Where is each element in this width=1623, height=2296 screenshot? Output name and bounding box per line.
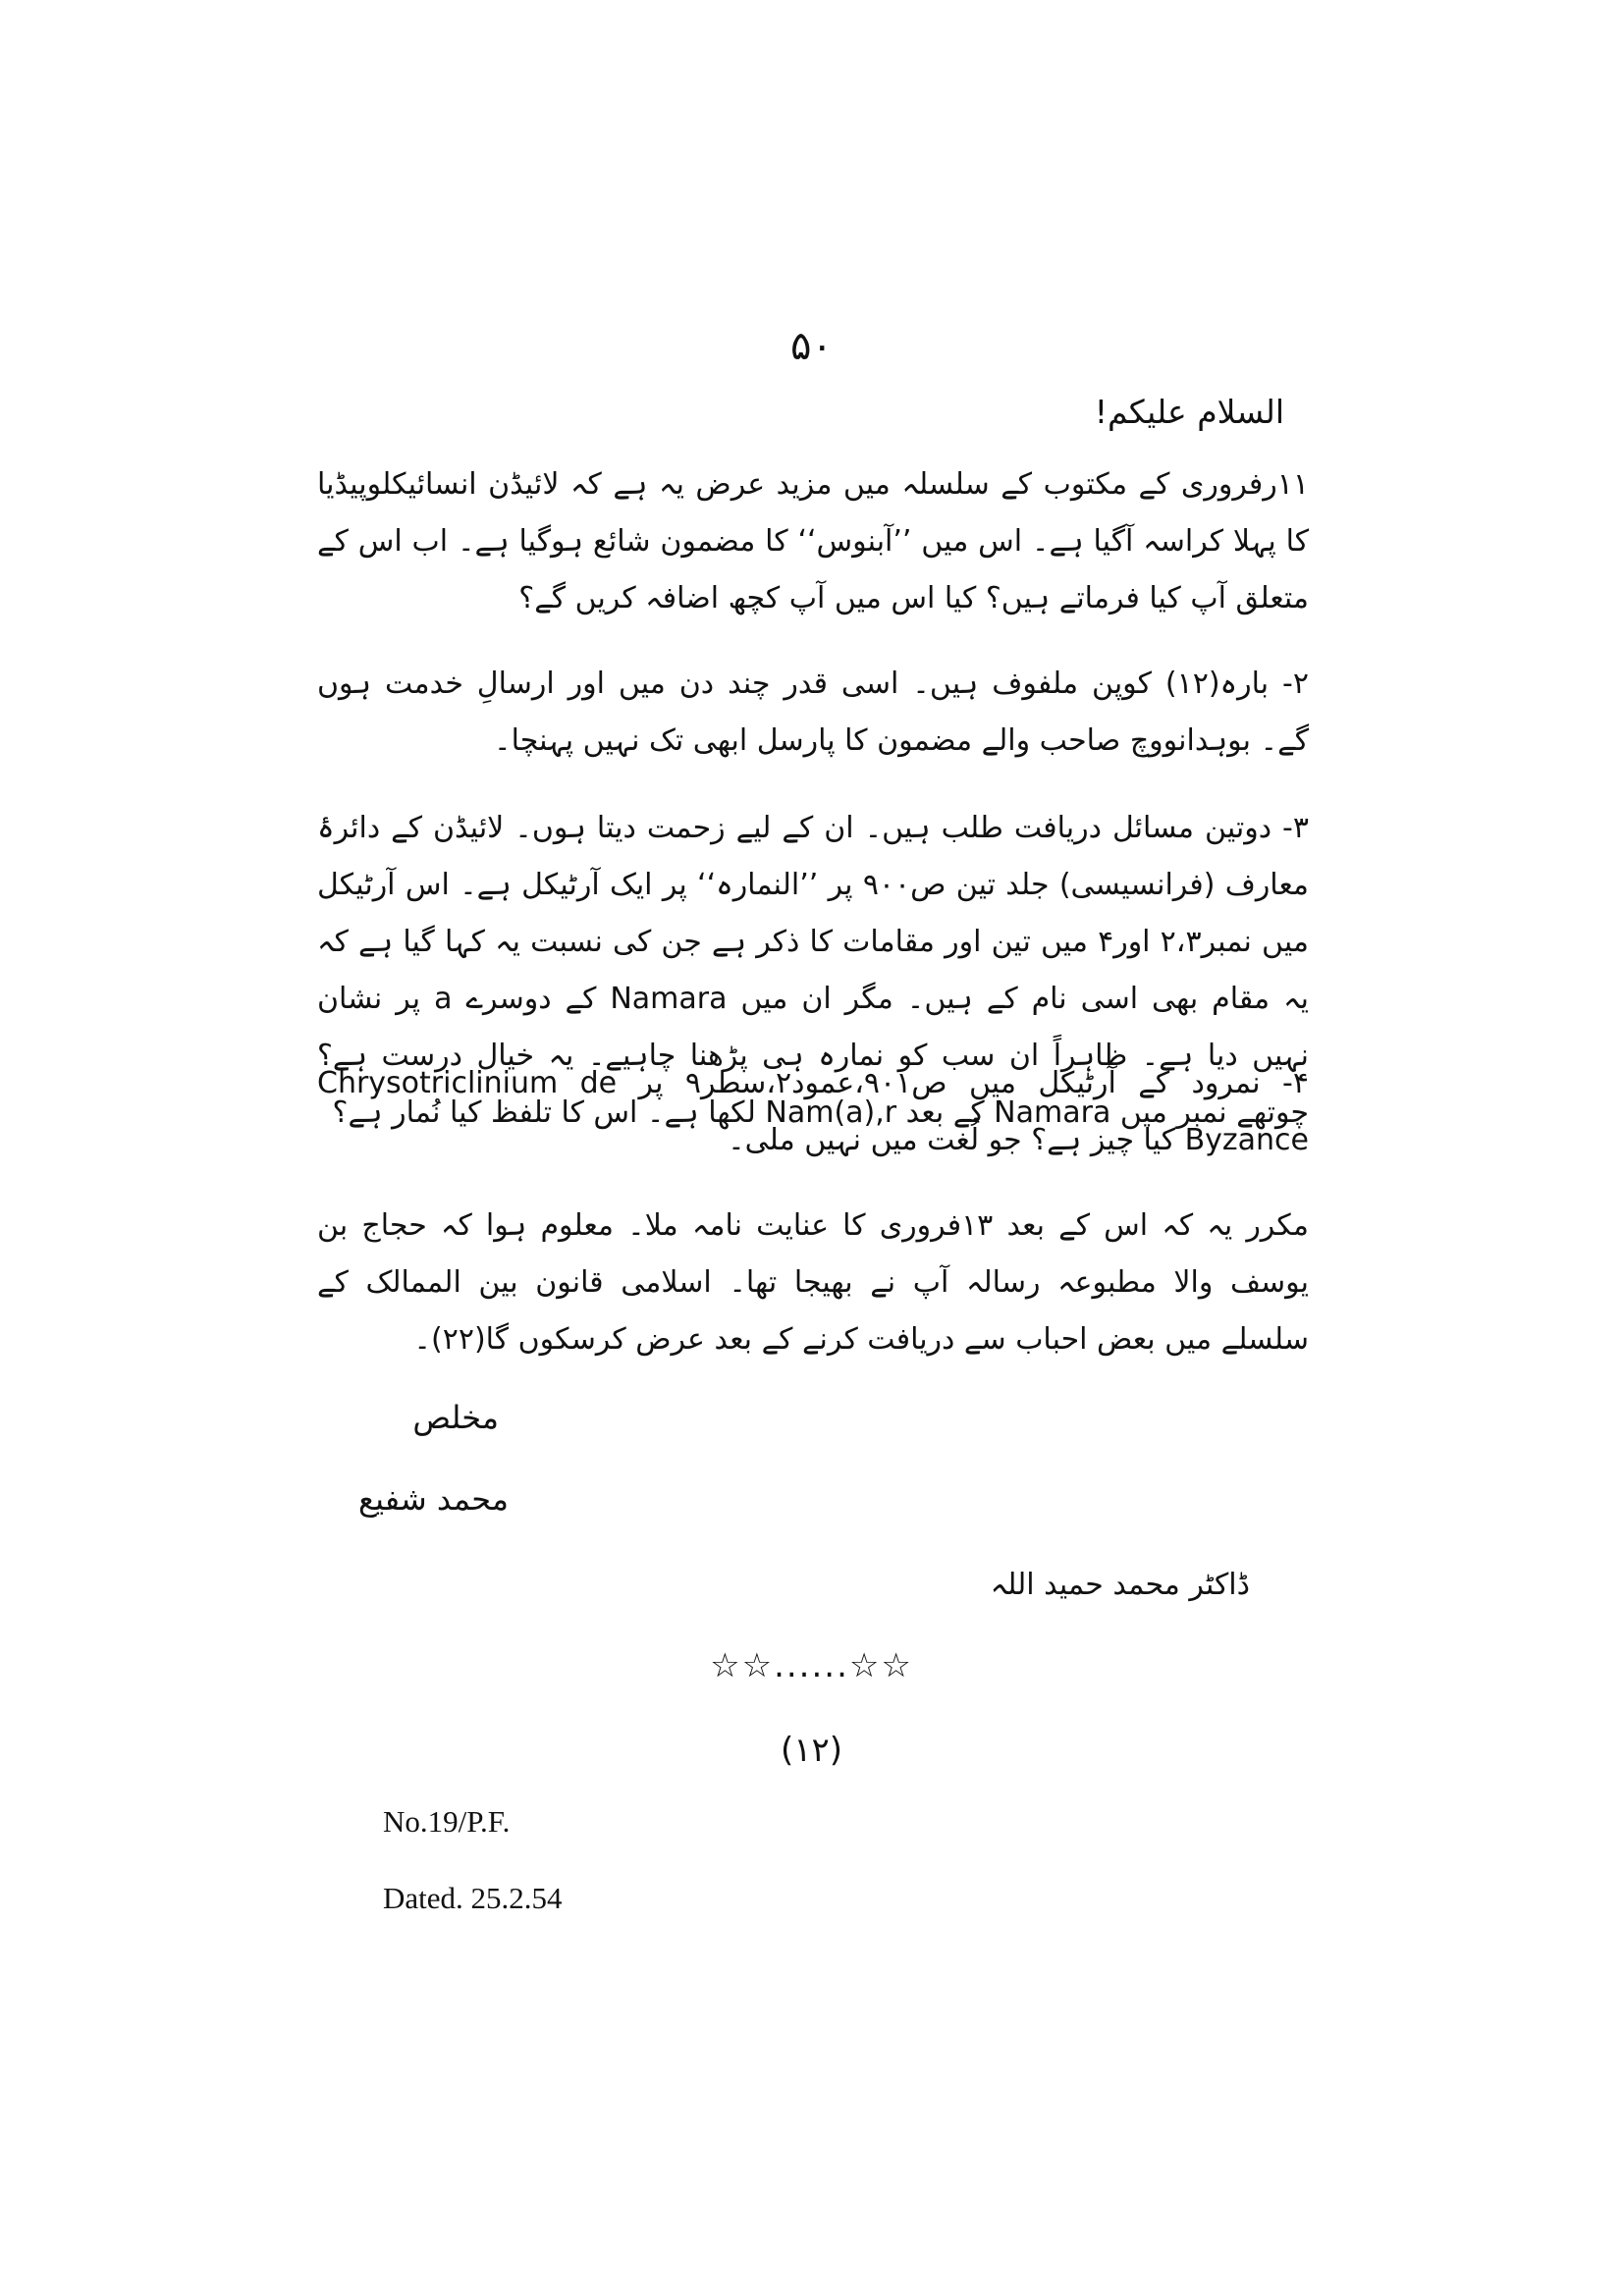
closing: مخلص xyxy=(412,1399,499,1436)
paragraph-4: ۴- نمرود کے آرٹیکل میں ص۹۰۱،عمود۲،سطر۹ پر Chrysotriclinium de Byzance کیا چیز ہے؟ جو لُغت میں نہیں ملی۔ xyxy=(317,1066,1309,1157)
letter-date: Dated. 25.2.54 xyxy=(383,1881,563,1915)
recipient-name: ڈاکٹر محمد حمید اللہ xyxy=(990,1568,1250,1602)
sender-name: محمد شفیع xyxy=(358,1480,509,1518)
section-separator: ☆☆......☆☆ xyxy=(710,1646,913,1685)
page-number: ۵۰ xyxy=(790,324,833,369)
salutation: السلام علیکم! xyxy=(1094,393,1284,431)
letter-number: (۱۲) xyxy=(780,1731,843,1770)
reference-number: No.19/P.F. xyxy=(383,1804,511,1839)
paragraph-5: مکرر یہ کہ اس کے بعد ۱۳فروری کا عنایت نامہ ملا۔ معلوم ہوا کہ حجاج بن یوسف والا مطبوعہ رسالہ آپ نے بھیجا تھا۔ اسلامی قانون بین الممالک کے سلسلے میں بعض احباب سے دریافت کرنے کے بعد عرض کرسکوں گا(۲۲)۔ xyxy=(317,1208,1309,1357)
paragraph-3: ۳- دوتین مسائل دریافت طلب ہیں۔ ان کے لیے زحمت دیتا ہوں۔ لائیڈن کے دائرۂ معارف (فرانسیسی) جلد تین ص۹۰۰ پر ’’النمارہ‘‘ پر ایک آرٹیکل ہے۔ اس آرٹیکل میں نمبر۲،۳ اور۴ میں تین اور مقامات کا ذکر ہے جن کی نسبت یہ کہا گیا ہے کہ یہ مقام بھی اسی نام کے ہیں۔ مگر ان میں Namara کے دوسرے a پر نشان نہیں دیا ہے۔ ظاہراً ان سب کو نمارہ ہی پڑھنا چاہیے۔ یہ خیال درست ہے؟ چوتھے نمبر میں Namara کے بعد Nam(a),r لکھا ہے۔ اس کا تلفظ کیا نُمار ہے؟ xyxy=(317,811,1310,1130)
paragraph-2: ۲- بارہ(۱۲) کوپن ملفوف ہیں۔ اسی قدر چند دن میں اور ارسالِ خدمت ہوں گے۔ بوہدانووچ صاحب والے مضمون کا پارسل ابھی تک نہیں پہنچا۔ xyxy=(317,667,1309,758)
paragraph-1: ۱۱رفروری کے مکتوب کے سلسلہ میں مزید عرض یہ ہے کہ لائیڈن انسائیکلوپیڈیا کا پہلا کراسہ آگیا ہے۔ اس میں ’’آبنوس‘‘ کا مضمون شائع ہوگیا ہے۔ اب اس کے متعلق آپ کیا فرماتے ہیں؟ کیا اس میں آپ کچھ اضافہ کریں گے؟ xyxy=(317,467,1309,615)
